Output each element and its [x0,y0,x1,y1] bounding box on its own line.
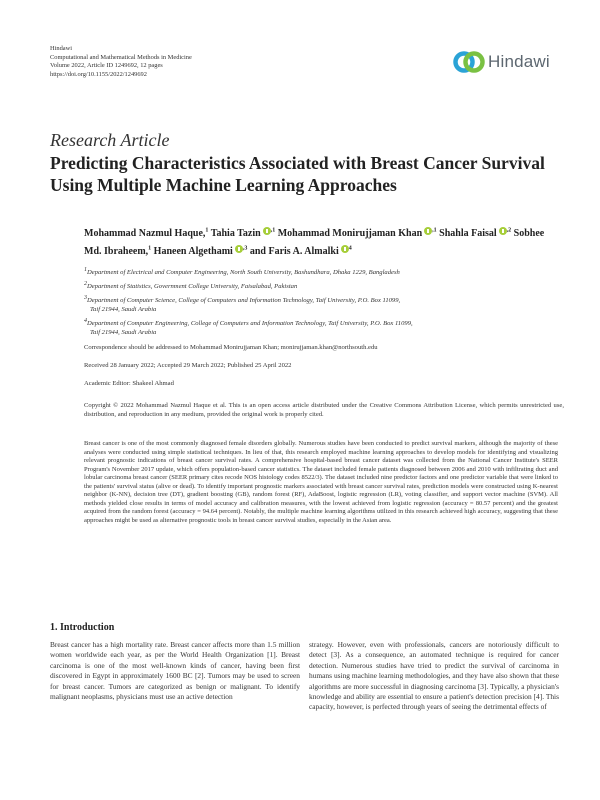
doi-link[interactable]: https://doi.org/10.1155/2022/1249692 [50,70,147,78]
author-name: Mohammad Nazmul Haque,$^1$ [84,228,209,240]
journal-name: Computational and Mathematical Methods in Medicine [50,53,192,61]
article-type: Research Article [50,130,170,150]
volume-info: Volume 2022, Article ID 1249692, 12 pages [50,62,163,70]
orcid-icon[interactable] [499,227,507,235]
academic-editor: Academic Editor: Shakeel Ahmad [84,380,174,387]
author-name: Mohammad Monirujjaman Khan $^{,1}$ [277,228,437,240]
author-list [84,224,564,259]
affiliation: $^2$Department of Statistics, Government College University, Faisalabad, Pakistan [84,280,298,291]
orcid-icon[interactable] [341,245,349,253]
orcid-icon[interactable] [235,245,243,253]
author-name: Shahla Faisal $^{,2}$ [439,228,512,240]
author-name: Haneen Algethami $^{,3}$ [153,245,248,257]
article-dates: Received 28 January 2022; Accepted 29 March 2022; Published 25 April 2022 [84,362,292,369]
intro-left-column: Breast cancer has a high mortality rate. Breast cancer affects more than 1.5 million women worldwide each year, as per the World Health Organization [1]. Breast carcinoma is one of the most well-known kinds of cancer, having been first discovered in Egypt in approximately 1600 BC [2]. Tumors may be used to screen for breast cancer. Tumors are categorized as benign or malignant. To identify malignant neoplasms, physicians must use an active detection [50,640,300,702]
journal-header [50,45,192,79]
affiliations [84,266,564,340]
abstract: Breast cancer is one of the most commonly diagnosed female disorders globally. Numerous studies have been conducted to predict survival markers, although the majority of these analyses were conducted using simple statistical techniques. In lieu of that, this research employed machine learning approaches to develop models for identifying and visualizing relevant prognostic indications of breast cancer survival rates. A comprehensive hospital-based breast cancer dataset was collected from the National Cancer Institute's SEER Program's November 2017 update, which offers population-based cancer statistics. The dataset included female patients diagnosed between 2006 and 2010 with infiltrating duct and lobular carcinoma breast cancer (SEER primary cites recode NOS histology codes 8522/3). The dataset included nine predictor factors and one predictor variable that were linked to the patients' survival status (alive or dead). To identify important prognostic markers associated with breast cancer survival rates, prediction models were constructed using K-nearest neighbor (K-NN), decision tree (DT), gradient boosting (GB), random forest (RF), AdaBoost, logistic regression (LR), voting classifier, and support vector machine (SVM). All methods yielded close results in terms of model accuracy and calibration measures, with the lowest achieved from logistic regression (accuracy = 80.57 percent) and the greatest acquired from the random forest (accuracy = 94.64 percent). Notably, the multiple machine learning algorithms utilized in this research achieved high accuracy, suggesting that these approaches might be used as alternative prognostic tools in breast cancer survival studies, especially in the Asian area. [84,440,558,524]
affiliation: $^3$Department of Computer Science, College of Computers and Information Technology, Taif University, P.O. Box 11099, Taif 21944, Saudi Arabia [84,294,401,313]
orcid-icon[interactable] [263,227,271,235]
correspondence: Correspondence should be addressed to Mohammad Monirujjaman Khan; monirujjaman.khan@northsouth.edu [84,344,378,351]
article-title: Predicting Characteristics Associated with Breast Cancer Survival Using Multiple Machine Learning Approaches [50,153,545,195]
author-name: and Faris A. Almalki $^4$ [249,245,352,257]
intro-right-column: strategy. However, even with professionals, cancers are notoriously difficult to detect [3]. As a consequence, an automated technique is required for cancer detection. Numerous studies have tried to predict the survival of carcinoma in humans using machine learning methodologies, and they have also shown that these algorithms are more successful in diagnosing carcinoma [3]. Typically, a physician's knowledge and ability are essential to ensure a patient's detection precision [4]. This capacity, however, is perfected through years of seeing the detrimental effects of [309,640,559,712]
orcid-icon[interactable] [424,227,432,235]
author-name: Tahia Tazin $^{,1}$ [210,228,276,240]
copyright-notice: Copyright © 2022 Mohammad Nazmul Haque et al. This is an open access article distributed under the Creative Commons Attribution License, which permits unrestricted use, distribution, and reproduction in any medium, provided the original work is properly cited. [84,402,564,418]
publisher-name: Hindawi [50,45,73,52]
affiliation: $^1$Department of Electrical and Computer Engineering, North South University, Bashundhara, Dhaka 1229, Bangladesh [84,267,400,277]
author-name: Sobhee Md. Ibraheem,$^1$ [84,228,545,257]
hindawi-logo-icon [452,49,486,75]
hindawi-logo [452,47,557,77]
hindawi-logo-text: Hindawi [488,52,550,71]
section-heading: 1. Introduction [50,622,115,633]
affiliation: $^4$Department of Computer Engineering, College of Computers and Information Technology, Taif University, P.O. Box 11099, Taif 21944, Saudi Arabia [84,317,413,336]
